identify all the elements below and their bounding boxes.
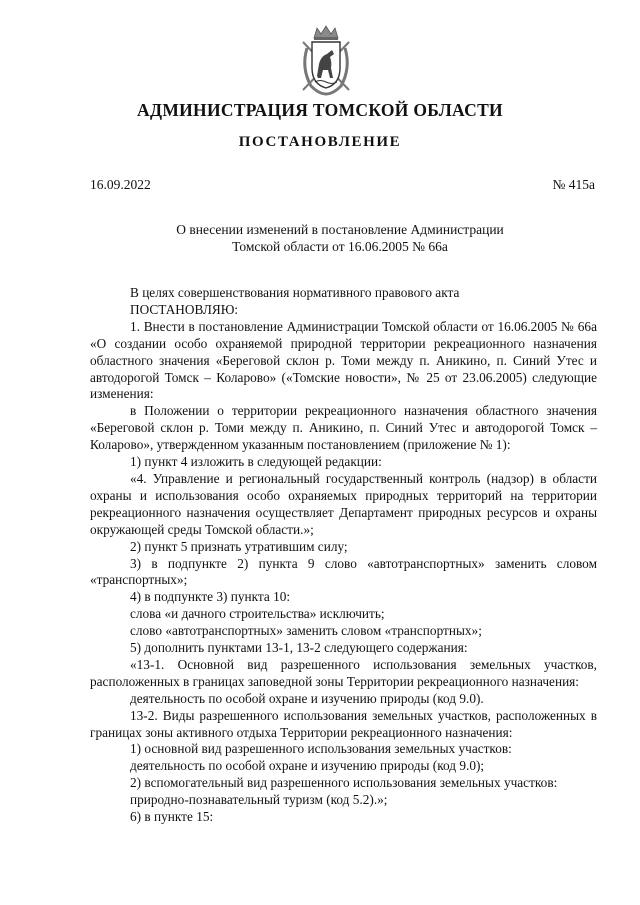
paragraph: 4) в подпункте 3) пункта 10: <box>130 589 291 605</box>
paragraph: 2) пункт 5 признать утратившим силу; <box>130 538 348 554</box>
paragraph: 13-2. Виды разрешенного использования земельных участков, расположенных в границах зоны активного отдыха Территории рекреационного назначения: <box>90 707 597 740</box>
document-type: ПОСТАНОВЛЕНИЕ <box>238 134 402 150</box>
paragraph: 2) вспомогательный вид разрешенного использования земельных участков: <box>130 775 558 791</box>
paragraph: 3) в подпункте 2) пункта 9 слово «автотранспортных» заменить словом «транспортных»; <box>90 555 597 588</box>
paragraph: в Положении о территории рекреационного назначения областного значения «Береговой склон р. Томи между п. Аникино, п. Синий Утес и автодорогой Томск – Коларово», утвержденном указанным постановлением (приложение № 1): <box>90 403 597 453</box>
paragraph: 1) пункт 4 изложить в следующей редакции: <box>130 454 382 470</box>
paragraph: деятельность по особой охране и изучению природы (код 9.0). <box>130 690 484 706</box>
document-subject <box>90 222 590 255</box>
document-body <box>90 285 597 826</box>
paragraph: слова «и дачного строительства» исключить; <box>130 606 385 622</box>
organization-title: АДМИНИСТРАЦИЯ ТОМСКОЙ ОБЛАСТИ <box>137 100 503 120</box>
paragraph: «13-1. Основной вид разрешенного использования земельных участков, расположенных в границах заповедной зоны Территории рекреационного назначения: <box>90 656 597 689</box>
paragraph: природно-познавательный туризм (код 5.2).»; <box>130 792 388 808</box>
paragraph: 1) основной вид разрешенного использования земельных участков: <box>130 741 512 757</box>
paragraph: деятельность по особой охране и изучению природы (код 9.0); <box>130 758 485 774</box>
subject-line: Томской области от 16.06.2005 № 66а <box>232 238 448 254</box>
subject-line: О внесении изменений в постановление Администрации <box>176 222 504 237</box>
paragraph: «4. Управление и региональный государственный контроль (надзор) в области охраны и использования особо охраняемых природных территорий на территории рекреационного назначения осуществляет Департамент природных ресурсов и охраны окружающей среды Томской области.»; <box>90 470 597 537</box>
paragraph: 5) дополнить пунктами 13-1, 13-2 следующего содержания: <box>130 640 468 656</box>
paragraph: 6) в пункте 15: <box>130 809 214 825</box>
document-date: 16.09.2022 <box>90 177 151 192</box>
resolution-heading: ПОСТАНОВЛЯЮ: <box>130 301 239 317</box>
coat-of-arms-icon <box>299 24 353 96</box>
document-number: № 415а <box>552 177 595 192</box>
paragraph: 1. Внести в постановление Администрации Томской области от 16.06.2005 № 66а «О создании особо охраняемой природной территории рекреационного назначения областного значения «Береговой склон р. Томи между п. Аникино, п. Синий Утес и автодорогой Томск – Коларово» («Томские новости», № 25 от 23.06.2005) следующие изменения: <box>90 318 597 402</box>
paragraph: слово «автотранспортных» заменить словом «транспортных»; <box>130 623 482 639</box>
paragraph: В целях совершенствования нормативного правового акта <box>130 285 460 300</box>
